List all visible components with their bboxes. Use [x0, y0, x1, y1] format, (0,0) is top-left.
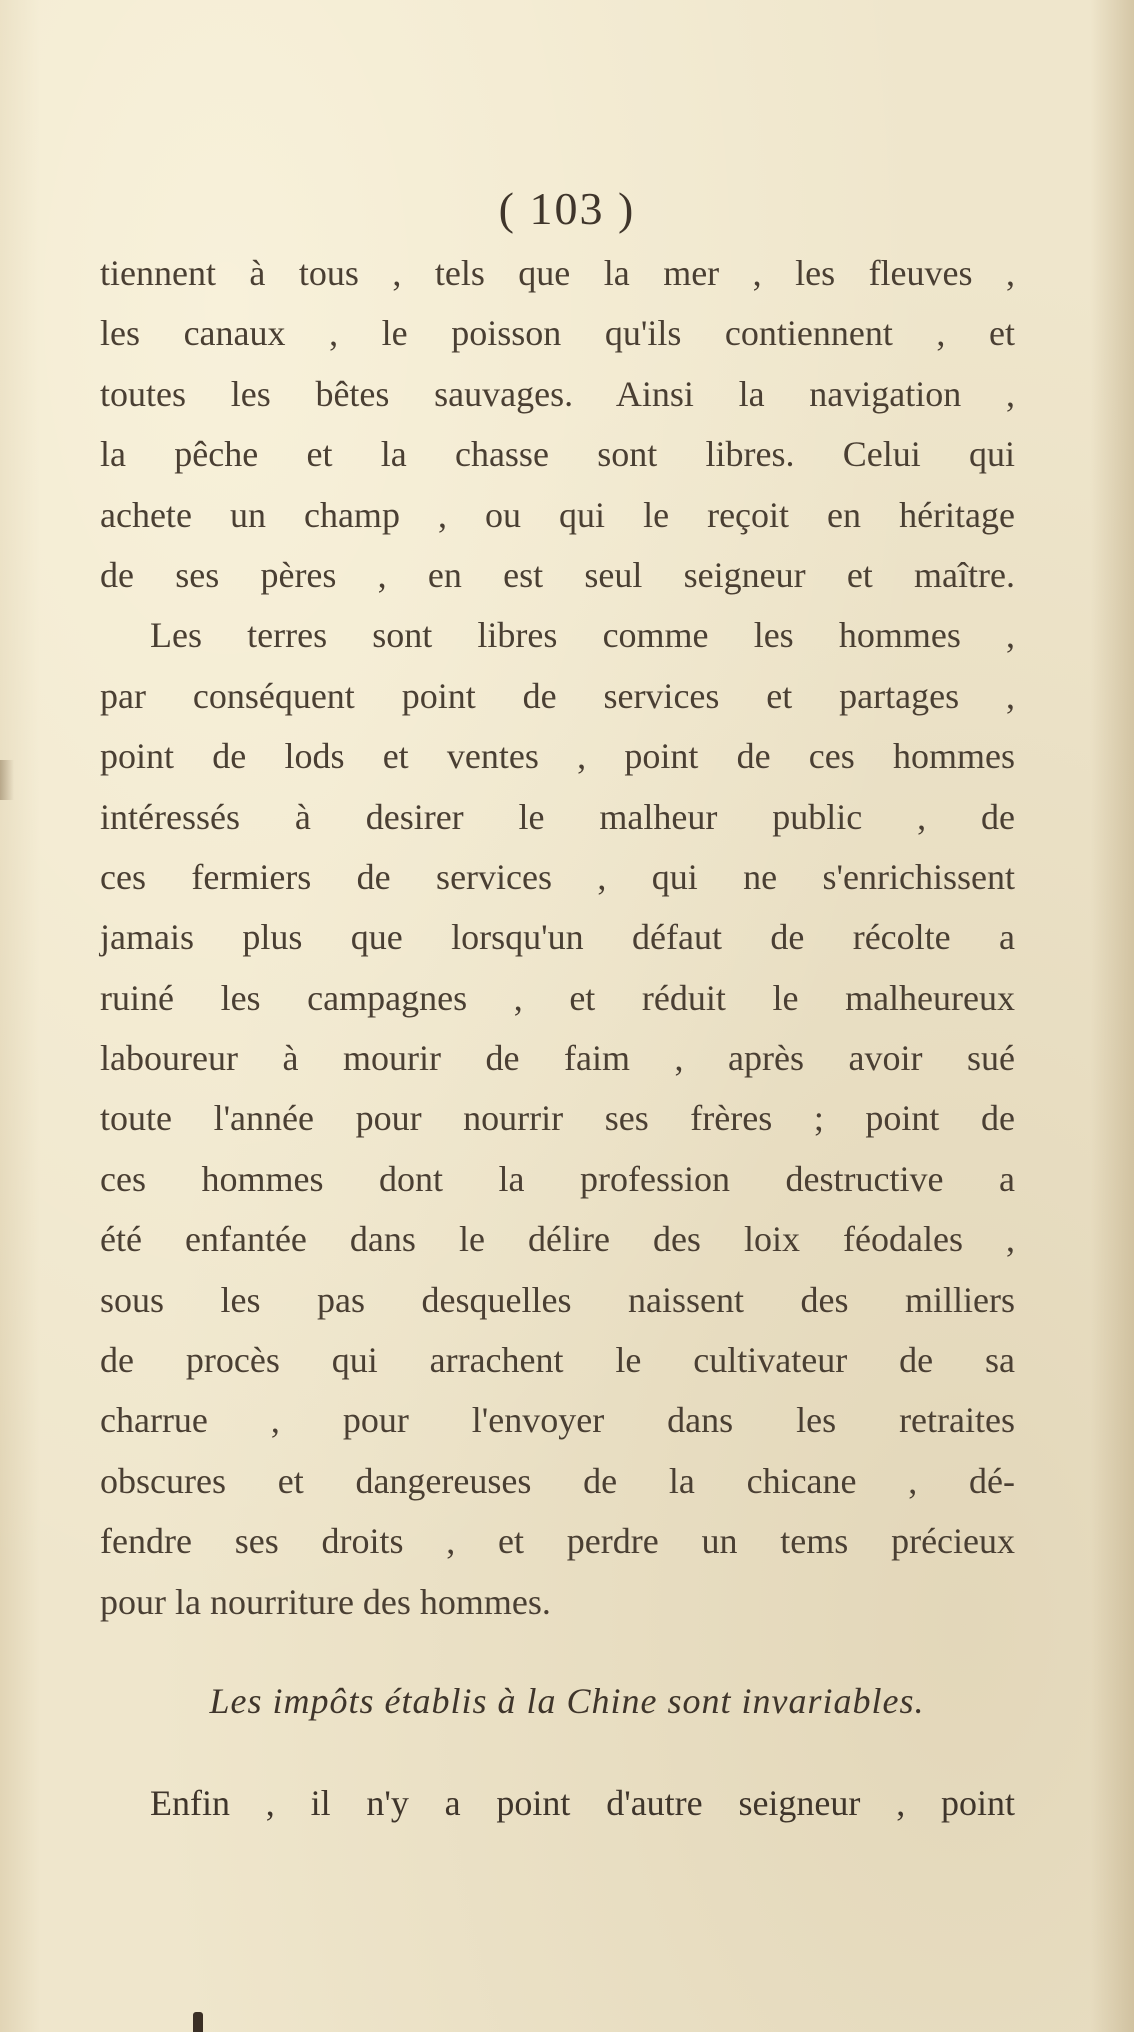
- text-line: la pêche et la chasse sont libres. Celui qui: [100, 434, 1015, 475]
- text-line: fendre ses droits , et perdre un tems précieux: [100, 1521, 1015, 1562]
- text-line: point de lods et ventes , point de ces hommes: [100, 736, 1015, 777]
- paragraph-start-line: Les terres sont libres comme les hommes ,: [150, 615, 1015, 656]
- text-line: les canaux , le poisson qu'ils contiennent , et: [100, 313, 1015, 354]
- text-line: tiennent à tous , tels que la mer , les fleuves ,: [100, 253, 1015, 293]
- closing-line: Enfin , il n'y a point d'autre seigneur , point: [150, 1783, 1015, 1823]
- text-line: achete un champ , ou qui le reçoit en héritage: [100, 494, 1015, 535]
- text-line: de procès qui arrachent le cultivateur de sa: [100, 1340, 1015, 1381]
- text-line: toutes les bêtes sauvages. Ainsi la navigation ,: [100, 373, 1015, 414]
- text-line: charrue , pour l'envoyer dans les retraites: [100, 1400, 1015, 1441]
- text-line: sous les pas desquelles naissent des milliers: [100, 1279, 1015, 1320]
- text-line: ruiné les campagnes , et réduit le malheureux: [100, 977, 1015, 1018]
- text-line: été enfantée dans le délire des loix féodales ,: [100, 1219, 1015, 1260]
- text-line: de ses pères , en est seul seigneur et maître.: [100, 554, 1015, 595]
- text-line: intéressés à desirer le malheur public , de: [100, 796, 1015, 837]
- section-heading: Les impôts établis à la Chine sont invariables.: [209, 1681, 925, 1721]
- text-line: jamais plus que lorsqu'un défaut de récolte a: [100, 917, 1015, 958]
- text-line: obscures et dangereuses de la chicane , dé-: [100, 1460, 1015, 1501]
- text-line: par conséquent point de services et partages ,: [100, 675, 1015, 716]
- text-line: laboureur à mourir de faim , après avoir sué: [100, 1038, 1015, 1079]
- text-line: ces hommes dont la profession destructive a: [100, 1158, 1015, 1199]
- page-number: ( 103 ): [498, 183, 636, 234]
- text-line: toute l'année pour nourrir ses frères ; point de: [100, 1098, 1015, 1139]
- ink-mark: [193, 2012, 203, 2032]
- paragraph-end-line: pour la nourriture des hommes.: [100, 1581, 551, 1622]
- page-edge-shadow: [0, 760, 14, 800]
- text-line: ces fermiers de services , qui ne s'enrichissent: [100, 856, 1015, 897]
- body-text: [100, 243, 1015, 1632]
